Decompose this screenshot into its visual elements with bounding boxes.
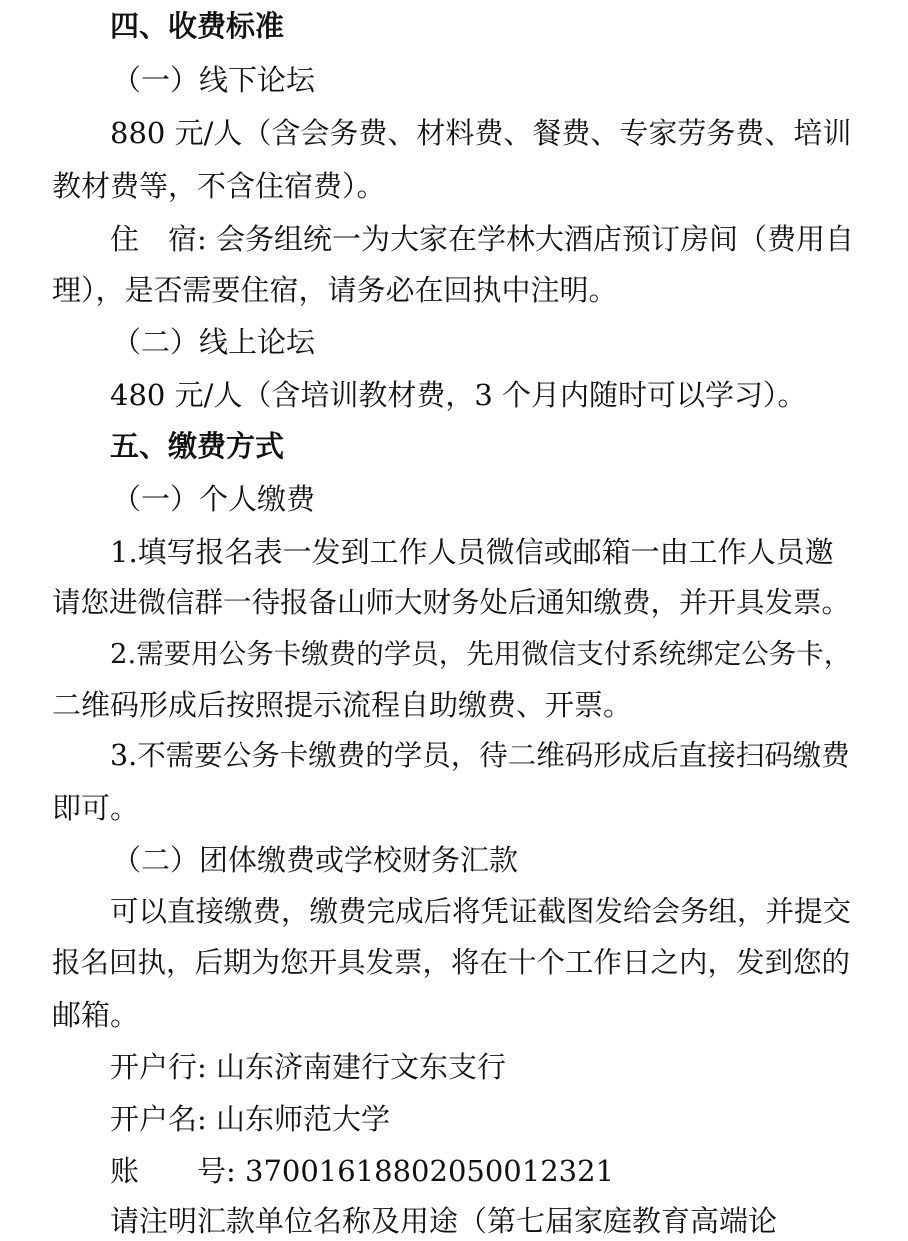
bank-line <box>110 1049 506 1085</box>
bank-label: 开户行: <box>110 1050 207 1084</box>
account-number-value: 37001618802050012321 <box>245 1154 615 1188</box>
subsection-title-group-payment: （二）团体缴费或学校财务汇款 <box>112 843 519 877</box>
bank-value: 山东济南建行文东支行 <box>216 1050 507 1084</box>
online-fee-line: 480 元/人（含培训教材费，3 个月内随时可以学习）。 <box>110 378 807 412</box>
remittance-note-line: 请注明汇款单位名称及用途（第七届家庭教育高端论 <box>110 1204 778 1238</box>
payment-item-3-line-2: 即可。 <box>52 791 140 825</box>
offline-fee-line-2: 教材费等，不含住宿费）。 <box>52 169 386 203</box>
subsection-title-individual-payment: （一）个人缴费 <box>112 482 316 516</box>
account-name-label: 开户名: <box>110 1102 207 1136</box>
offline-fee-line-1 <box>110 115 856 151</box>
lodging-line-2: 理），是否需要住宿，请务必在回执中注明。 <box>52 273 618 307</box>
section-heading-fee-standard: 四、收费标准 <box>110 9 285 43</box>
account-number-label: 账 号: <box>110 1154 236 1188</box>
payment-item-2-line-2: 二维码形成后按照提示流程自助缴费、开票。 <box>52 688 633 722</box>
offline-fee-text-1: 880 元/人（含会务费、材料费、餐费、专家劳务费、培训 <box>110 116 852 150</box>
account-name-line <box>110 1101 390 1137</box>
subsection-title-online-forum: （二）线上论坛 <box>112 325 316 359</box>
lodging-label: 住 宿: <box>110 222 207 256</box>
section-heading-payment-method: 五、缴费方式 <box>110 429 285 463</box>
account-name-value: 山东师范大学 <box>216 1102 391 1136</box>
lodging-text-1: 会务组统一为大家在学林大酒店预订房间（费用自 <box>216 222 855 256</box>
subsection-title-offline-forum: （一）线下论坛 <box>112 63 316 97</box>
payment-item-3-line-1: 3.不需要公务卡缴费的学员，待二维码形成后直接扫码缴费 <box>110 739 850 772</box>
group-payment-line-3: 邮箱。 <box>52 998 140 1032</box>
group-payment-line-2: 报名回执，后期为您开具发票，将在十个工作日之内，发到您的 <box>52 946 851 979</box>
group-payment-line-1: 可以直接缴费，缴费完成后将凭证截图发给会务组，并提交 <box>110 895 852 928</box>
account-number-line <box>110 1153 614 1189</box>
payment-item-1-line-1: 1.填写报名表一发到工作人员微信或邮箱一由工作人员邀 <box>110 535 834 569</box>
lodging-line-1 <box>110 221 854 257</box>
payment-item-1-line-2: 请您进微信群一待报备山师大财务处后通知缴费，并开具发票。 <box>52 586 851 619</box>
payment-item-2-line-1: 2.需要用公务卡缴费的学员，先用微信支付系统绑定公务卡， <box>110 638 852 670</box>
